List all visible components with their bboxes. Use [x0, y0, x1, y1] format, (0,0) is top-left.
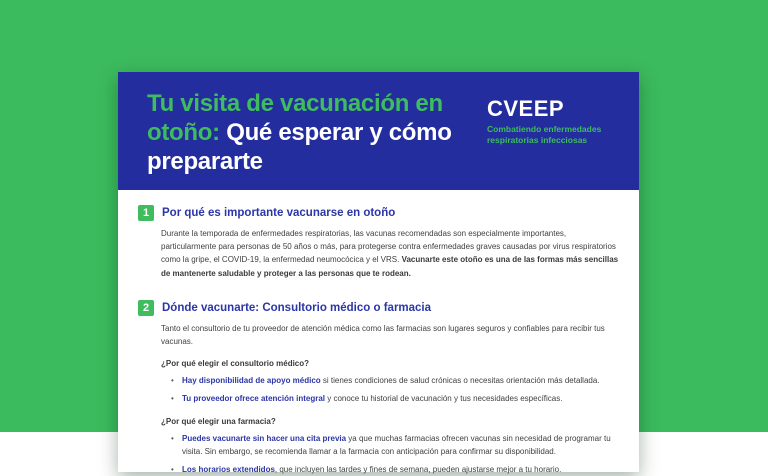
- section-1-heading: Por qué es importante vacunarse en otoño: [162, 207, 396, 219]
- bullet-dot: •: [171, 394, 174, 404]
- flyer-title-green: Tu visita de vacunación en otoño:: [147, 90, 443, 146]
- bullet-dot: •: [171, 433, 174, 443]
- cveep-tagline-line1: Combatiendo enfermedades: [487, 124, 602, 134]
- question-pharmacy: ¿Por qué elegir una farmacia?: [161, 416, 276, 426]
- section-why-vaccinate: [138, 205, 617, 280]
- section-1-number-badge: 1: [138, 205, 154, 221]
- section-1-text-bold: Vacunarte este otoño es una de las formas más sencillas de mantenerte saludable y proteger a las personas que te rodean.: [161, 255, 619, 278]
- cveep-tagline-line2: respiratorias infecciosas: [487, 135, 588, 145]
- bullet-rest: y conoce tu historial de vacunación y tus necesidades específicas.: [325, 394, 563, 404]
- cveep-logo-name: CVEEP: [487, 96, 565, 121]
- list-item: [171, 432, 619, 458]
- bullet-lead: Puedes vacunarte sin hacer una cita previa: [182, 433, 347, 443]
- list-item: [171, 374, 619, 387]
- cveep-logo: [487, 97, 601, 146]
- flyer-title-white: Qué esperar y cómo prepararte: [147, 119, 452, 175]
- list-item: [171, 392, 619, 405]
- bullet-rest: si tienes condiciones de salud crónicas o necesitas orientación más detallada.: [320, 376, 600, 386]
- list-item: [171, 463, 619, 476]
- flyer-document: [118, 72, 639, 475]
- section-2-number-badge: 2: [138, 300, 154, 316]
- cveep-logo-tagline: [487, 124, 601, 146]
- flyer-header: [118, 72, 639, 190]
- doctor-office-bullet-list: [171, 374, 619, 405]
- bullet-dot: •: [171, 376, 174, 386]
- pharmacy-bullet-list: [171, 432, 619, 476]
- section-1-header: [138, 205, 617, 221]
- question-doctor-office: ¿Por qué elegir el consultorio médico?: [161, 359, 310, 369]
- bullet-rest: ya que muchas farmacias ofrecen vacunas sin necesidad de programar tu visita. Sin embargo, se recomienda llamar a la farmacia con anticipación para confirmar su disponibilidad.: [182, 433, 611, 456]
- bullet-lead: Los horarios extendidos: [182, 465, 275, 475]
- bullet-rest: , que incluyen las tardes y fines de semana, pueden ajustarse mejor a tu horario.: [274, 465, 562, 475]
- section-2-header: [138, 300, 617, 316]
- bullet-lead: Tu proveedor ofrece atención integral: [182, 394, 325, 404]
- section-where-vaccinate: [138, 300, 617, 476]
- section-2-intro: Tanto el consultorio de tu proveedor de atención médica como las farmacias son lugares seguros y confiables para recibir tus vacunas.: [161, 323, 605, 347]
- section-1-text-regular: Durante la temporada de enfermedades respiratorias, las vacunas recomendadas son especialmente importantes, particularmente para personas de 50 años o más, para protegerse contra enfermedades graves causadas por virus respiratorios como la gripe, el COVID-19, la enfermedad neumocócica y el VRS.: [161, 229, 616, 265]
- flyer-body: [118, 190, 639, 476]
- bullet-lead: Hay disponibilidad de apoyo médico: [182, 376, 321, 386]
- flyer-title: [147, 89, 469, 176]
- bullet-dot: •: [171, 465, 174, 475]
- section-2-heading: Dónde vacunarte: Consultorio médico o farmacia: [162, 301, 432, 314]
- section-1-paragraph: [161, 227, 620, 280]
